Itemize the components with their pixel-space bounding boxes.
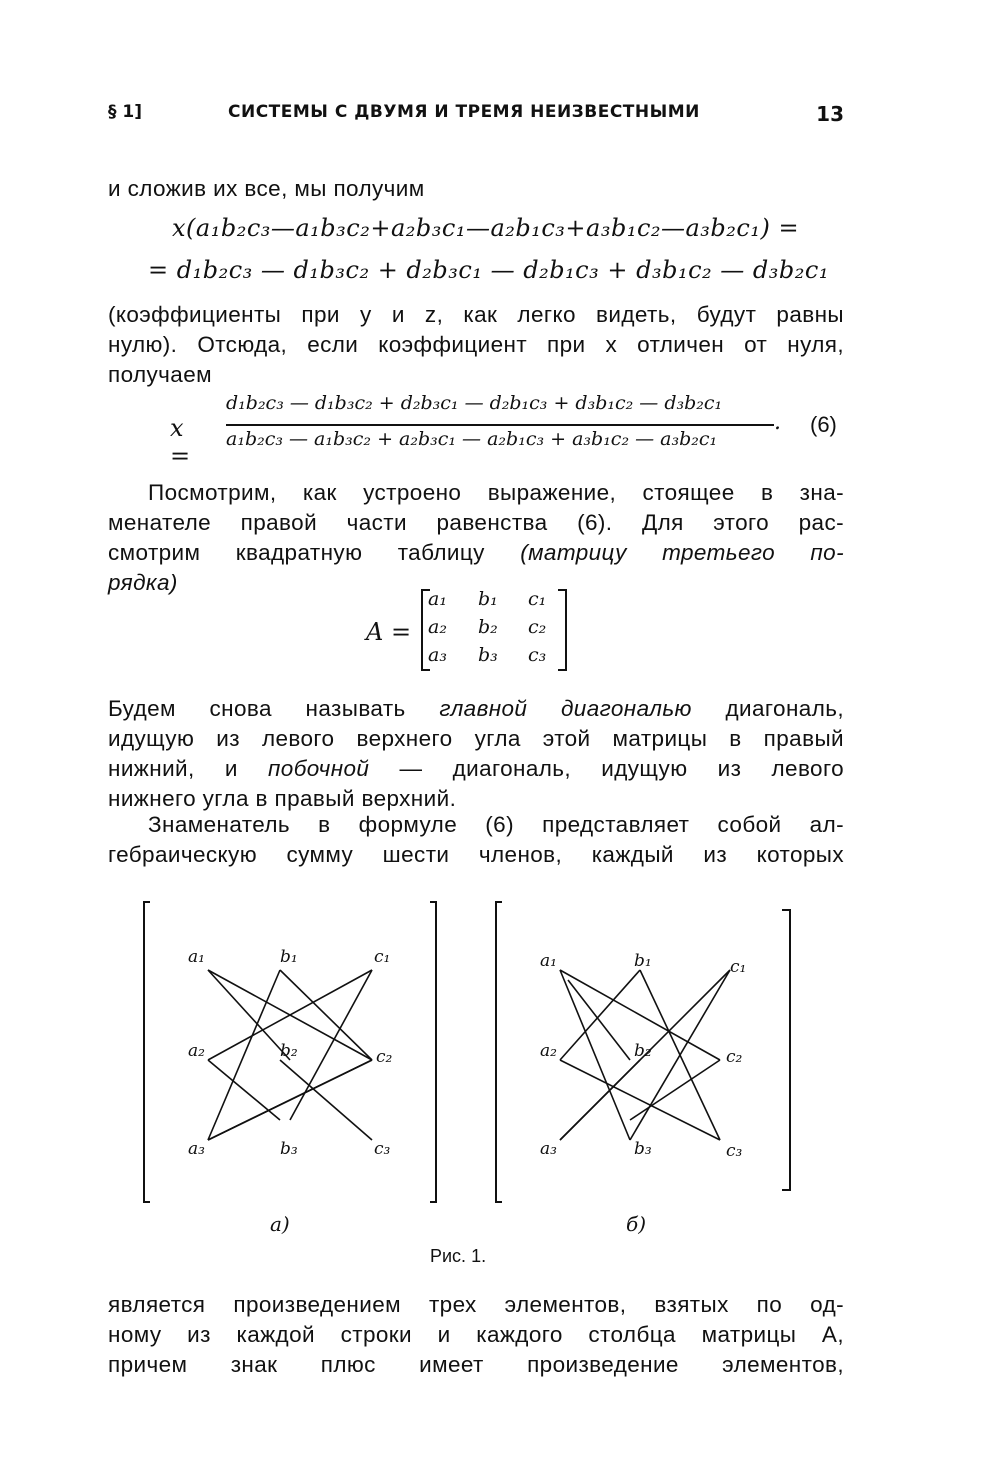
node-label: b₁ xyxy=(280,947,298,967)
text-line: (коэффициенты при y и z, как легко видеть, будут равны xyxy=(108,302,844,327)
node-label: a₁ xyxy=(188,947,205,967)
matrix-cell: a₂ xyxy=(428,616,447,638)
matrix-cell: b₂ xyxy=(478,616,498,638)
matrix-A xyxy=(366,588,586,672)
text-line: менателе правой части равенства (6). Для этого рас- xyxy=(108,510,844,535)
text-line: причем знак плюс имеет произведение элементов, xyxy=(108,1352,844,1377)
text-line xyxy=(108,756,844,782)
fraction-bar xyxy=(226,424,774,426)
italic-term: (матрицу третьего по- xyxy=(520,540,844,565)
node-label: b₃ xyxy=(634,1139,652,1159)
matrix-cell: b₁ xyxy=(478,588,498,610)
text-line: гебраическую сумму шести членов, каждый из которых xyxy=(108,842,844,867)
text-span: диагональ, xyxy=(725,696,844,721)
bracket-left xyxy=(144,902,150,1202)
text-span: нижний, и xyxy=(108,756,238,781)
node-label: b₁ xyxy=(634,951,652,971)
matrix-cell: c₁ xyxy=(528,588,547,610)
running-header xyxy=(108,102,844,132)
node-label: c₃ xyxy=(726,1141,743,1161)
fraction-lhs: x = xyxy=(170,414,191,470)
subfigure-label-b: б) xyxy=(626,1212,647,1236)
node-label: b₂ xyxy=(634,1041,652,1061)
node-label: c₂ xyxy=(376,1047,393,1067)
node-label: a₁ xyxy=(540,951,557,971)
text-line xyxy=(108,540,844,566)
node-label: a₃ xyxy=(188,1139,205,1159)
text-line: Посмотрим, как устроено выражение, стоящее в зна- xyxy=(148,480,844,505)
text-span: — диагональ, идущую из левого xyxy=(399,756,845,781)
matrix-cell: b₃ xyxy=(478,644,498,666)
text-line: и сложив их все, мы получим xyxy=(108,176,425,201)
text-line: Знаменатель в формуле (6) представляет собой ал- xyxy=(148,812,844,837)
matrix-cell: a₃ xyxy=(428,644,447,666)
matrix-lhs: A = xyxy=(366,618,412,646)
node-label: a₂ xyxy=(188,1041,205,1061)
node-label: c₁ xyxy=(374,947,391,967)
equation-number: (6) xyxy=(810,412,837,437)
bracket-left xyxy=(496,902,502,1202)
text-line: нижнего угла в правый верхний. xyxy=(108,786,457,811)
bracket-right xyxy=(430,902,436,1202)
page-number: 13 xyxy=(816,102,844,126)
node-label: b₂ xyxy=(280,1041,298,1061)
text-span: смотрим квадратную таблицу xyxy=(108,540,485,565)
text-line xyxy=(108,696,844,722)
chapter-title: СИСТЕМЫ С ДВУМЯ И ТРЕМЯ НЕИЗВЕСТНЫМИ xyxy=(228,102,700,122)
text-line: нулю). Отсюда, если коэффициент при x отличен от нуля, xyxy=(108,332,844,357)
node-label: a₃ xyxy=(540,1139,557,1159)
fraction-period: . xyxy=(774,410,781,435)
text-line: ному из каждой строки и каждого столбца матрицы A, xyxy=(108,1322,844,1347)
figure-1-diagram xyxy=(130,890,810,1220)
italic-term: рядка) xyxy=(108,570,178,595)
italic-term: побочной xyxy=(268,756,370,781)
matrix-cell: a₁ xyxy=(428,588,447,610)
text-line: идущую из левого верхнего угла этой матрицы в правый xyxy=(108,726,844,751)
matrix-cell: c₃ xyxy=(528,644,547,666)
fraction-numerator: d₁b₂c₃ — d₁b₃c₂ + d₂b₃c₁ — d₂b₁c₃ + d₃b₁c₂ — d₃b₂c₁ xyxy=(226,392,723,414)
italic-term: главной диагональю xyxy=(439,696,692,721)
node-label: b₃ xyxy=(280,1139,298,1159)
node-label: c₃ xyxy=(374,1139,391,1159)
figure-caption: Рис. 1. xyxy=(430,1246,487,1266)
node-label: c₁ xyxy=(730,957,747,977)
subfigure-label-a: а) xyxy=(270,1212,290,1236)
text-line: получаем xyxy=(108,362,212,387)
node-label: a₂ xyxy=(540,1041,557,1061)
fraction-denominator: a₁b₂c₃ — a₁b₃c₂ + a₂b₃c₁ — a₂b₁c₃ + a₃b₁c₂ — a₃b₂c₁ xyxy=(226,428,718,450)
text-span: Будем снова называть xyxy=(108,696,406,721)
bracket-right xyxy=(782,910,790,1190)
text-line: является произведением трех элементов, взятых по од- xyxy=(108,1292,844,1317)
section-mark: § 1] xyxy=(108,102,143,122)
matrix-cell: c₂ xyxy=(528,616,547,638)
equation-line-1: x(a₁b₂c₃—a₁b₃c₂+a₂b₃c₁—a₂b₁c₃+a₃b₁c₂—a₃b₂c₁) = xyxy=(172,214,800,242)
equation-line-2: = d₁b₂c₃ — d₁b₃c₂ + d₂b₃c₁ — d₂b₁c₃ + d₃b₁c₂ — d₃b₂c₁ xyxy=(148,256,829,284)
node-label: c₂ xyxy=(726,1047,743,1067)
